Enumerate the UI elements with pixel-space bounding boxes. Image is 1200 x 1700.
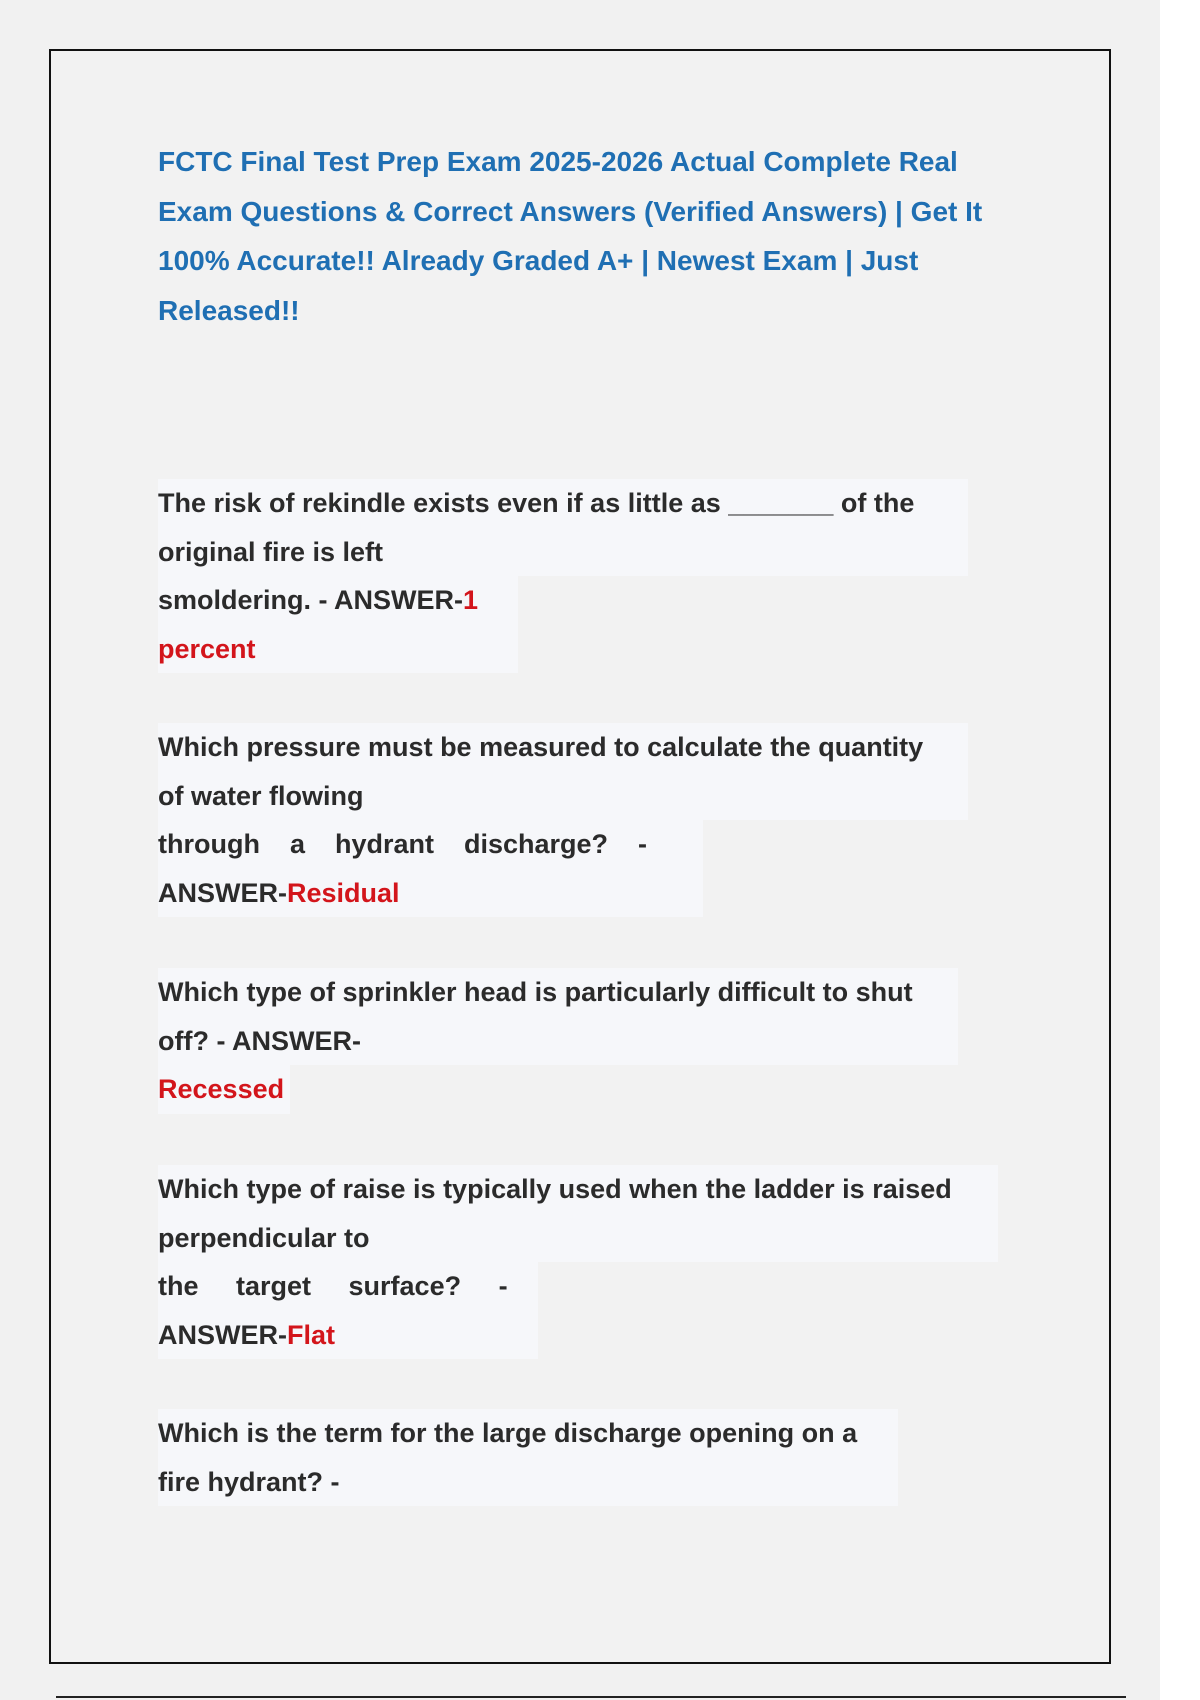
document-title (158, 137, 1008, 335)
question-text: perpendicular to (158, 1214, 998, 1263)
viewer-background-strip (1160, 0, 1200, 1700)
answer-label: ANSWER- (158, 877, 287, 908)
question-text: of water flowing (158, 772, 968, 821)
question-text: Which type of sprinkler head is particularly difficult to shut (158, 968, 958, 1017)
question-5 (158, 1409, 898, 1506)
title-line: 100% Accurate!! Already Graded A+ | Newest Exam | Just (158, 245, 919, 276)
question-1 (158, 479, 968, 673)
question-text (158, 576, 518, 625)
answer-line (158, 1311, 538, 1360)
title-line: Released!! (158, 294, 300, 326)
answer-label: smoldering. - ANSWER- (158, 585, 464, 615)
answer-text: Residual (287, 877, 400, 908)
question-text: Which pressure must be measured to calculate the quantity (158, 723, 968, 772)
title-line: FCTC Final Test Prep Exam 2025-2026 Actual Complete Real (158, 146, 958, 177)
answer-line (158, 869, 703, 918)
title-line: Exam Questions & Correct Answers (Verified Answers) | Get It (158, 195, 983, 227)
answer-text: Recessed (158, 1065, 290, 1114)
answer-label: ANSWER- (158, 1319, 287, 1350)
question-text: The risk of rekindle exists even if as little as _______ of the (158, 479, 968, 528)
answer-text: percent (158, 625, 518, 674)
question-text: Which is the term for the large discharge opening on a (158, 1409, 898, 1458)
question-text: through a hydrant discharge? - (158, 820, 703, 869)
question-text: fire hydrant? - (158, 1458, 898, 1507)
question-2 (158, 723, 968, 917)
answer-text: Flat (287, 1319, 336, 1350)
question-4 (158, 1165, 998, 1359)
question-text: original fire is left (158, 528, 968, 577)
question-text: Which type of raise is typically used when the ladder is raised (158, 1165, 998, 1214)
question-3 (158, 968, 958, 1114)
question-text: off? - ANSWER- (158, 1017, 958, 1066)
next-page-edge (56, 1696, 1126, 1698)
question-text: the target surface? - (158, 1262, 538, 1311)
answer-text: 1 (463, 585, 479, 615)
